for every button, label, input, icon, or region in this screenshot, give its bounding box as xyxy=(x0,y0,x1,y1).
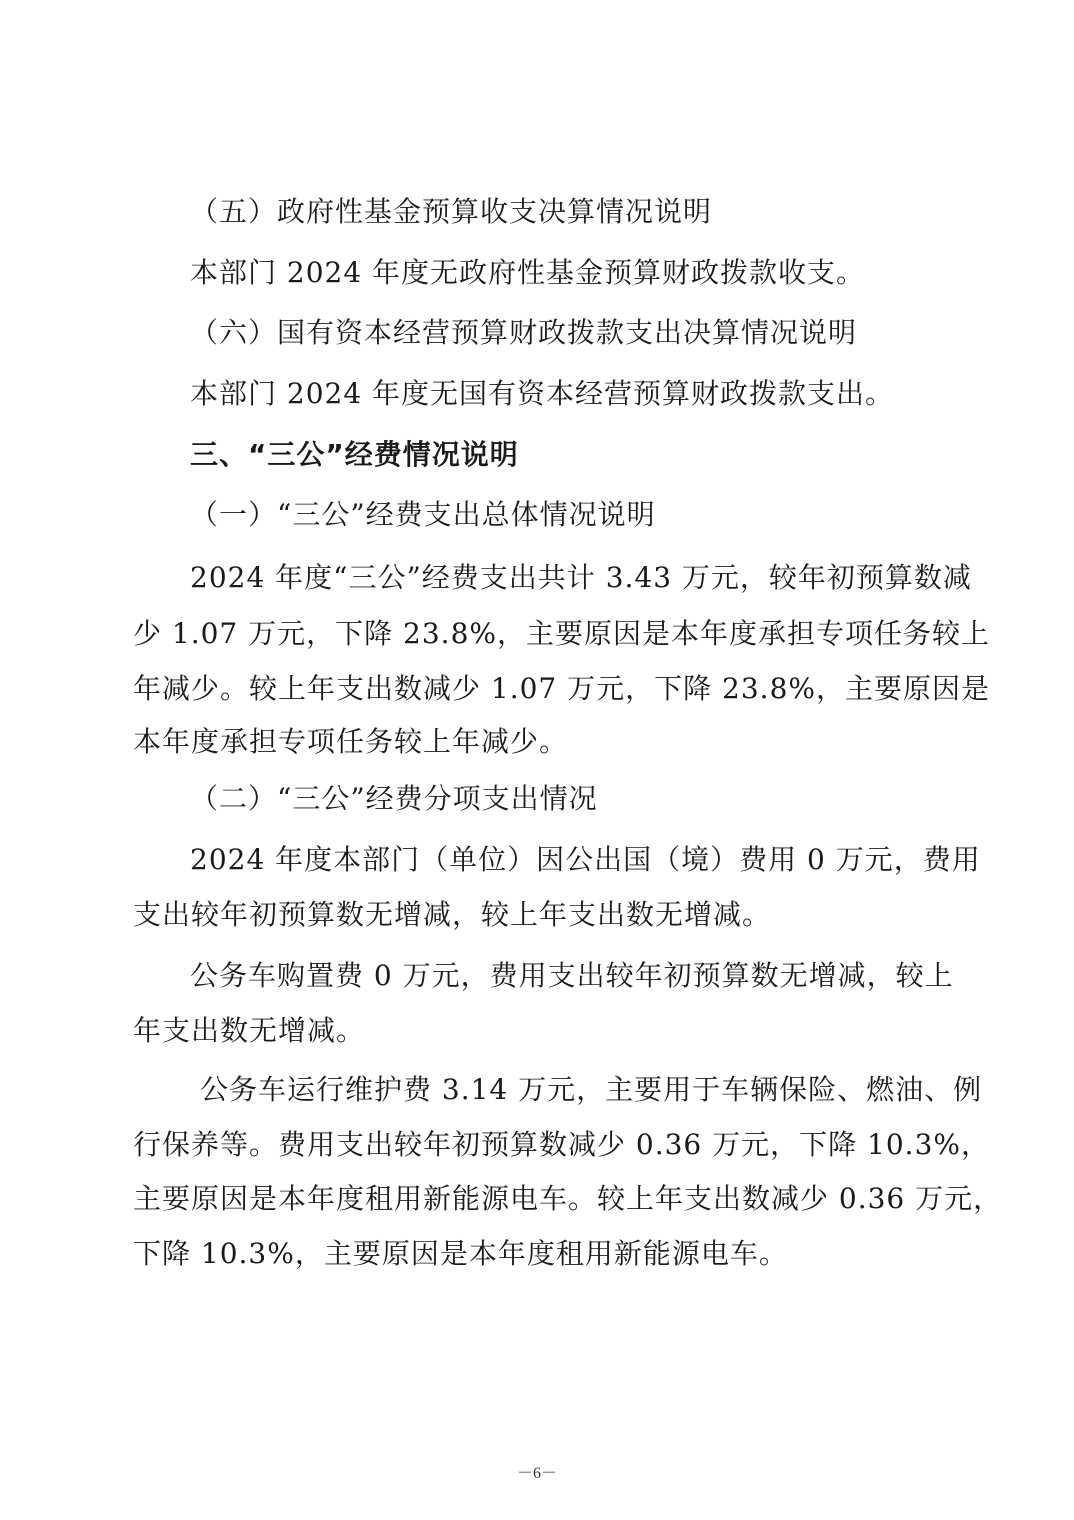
subsection-1-heading: （一）“三公”经费支出总体情况说明 xyxy=(190,498,656,531)
page-number: －6－ xyxy=(516,1465,557,1482)
subsection-2-heading: （二）“三公”经费分项支出情况 xyxy=(190,782,598,815)
paragraph-line: 公务车运行维护费 3.14 万元，主要用于车辆保险、燃油、例 xyxy=(200,1073,983,1106)
paragraph-line: 年减少。较上年支出数减少 1.07 万元，下降 23.8%，主要原因是 xyxy=(133,672,990,705)
paragraph-line: 2024 年度“三公”经费支出共计 3.43 万元，较年初预算数减 xyxy=(190,561,972,594)
part-3-heading: 三、“三公”经费情况说明 xyxy=(190,438,519,471)
paragraph-line: 公务车购置费 0 万元，费用支出较年初预算数无增减，较上 xyxy=(190,959,954,992)
paragraph-line: 少 1.07 万元，下降 23.8%，主要原因是本年度承担专项任务较上 xyxy=(133,617,990,650)
paragraph-line: 支出较年初预算数无增减，较上年支出数无增减。 xyxy=(133,898,772,931)
section-5-text: 本部门 2024 年度无政府性基金预算财政拨款收支。 xyxy=(190,256,866,289)
paragraph-line: 年支出数无增减。 xyxy=(133,1014,366,1047)
paragraph-line: 2024 年度本部门（单位）因公出国（境）费用 0 万元，费用 xyxy=(190,843,981,876)
paragraph-line: 本年度承担专项任务较上年减少。 xyxy=(133,725,569,758)
section-5-heading: （五）政府性基金预算收支决算情况说明 xyxy=(190,195,713,228)
paragraph-line: 主要原因是本年度租用新能源电车。较上年支出数减少 0.36 万元， xyxy=(133,1182,1003,1215)
section-6-text: 本部门 2024 年度无国有资本经营预算财政拨款支出。 xyxy=(190,377,895,410)
section-6-heading: （六）国有资本经营预算财政拨款支出决算情况说明 xyxy=(190,316,858,349)
paragraph-line: 行保养等。费用支出较年初预算数减少 0.36 万元，下降 10.3%， xyxy=(133,1128,990,1161)
paragraph-line: 下降 10.3%，主要原因是本年度租用新能源电车。 xyxy=(133,1237,788,1270)
